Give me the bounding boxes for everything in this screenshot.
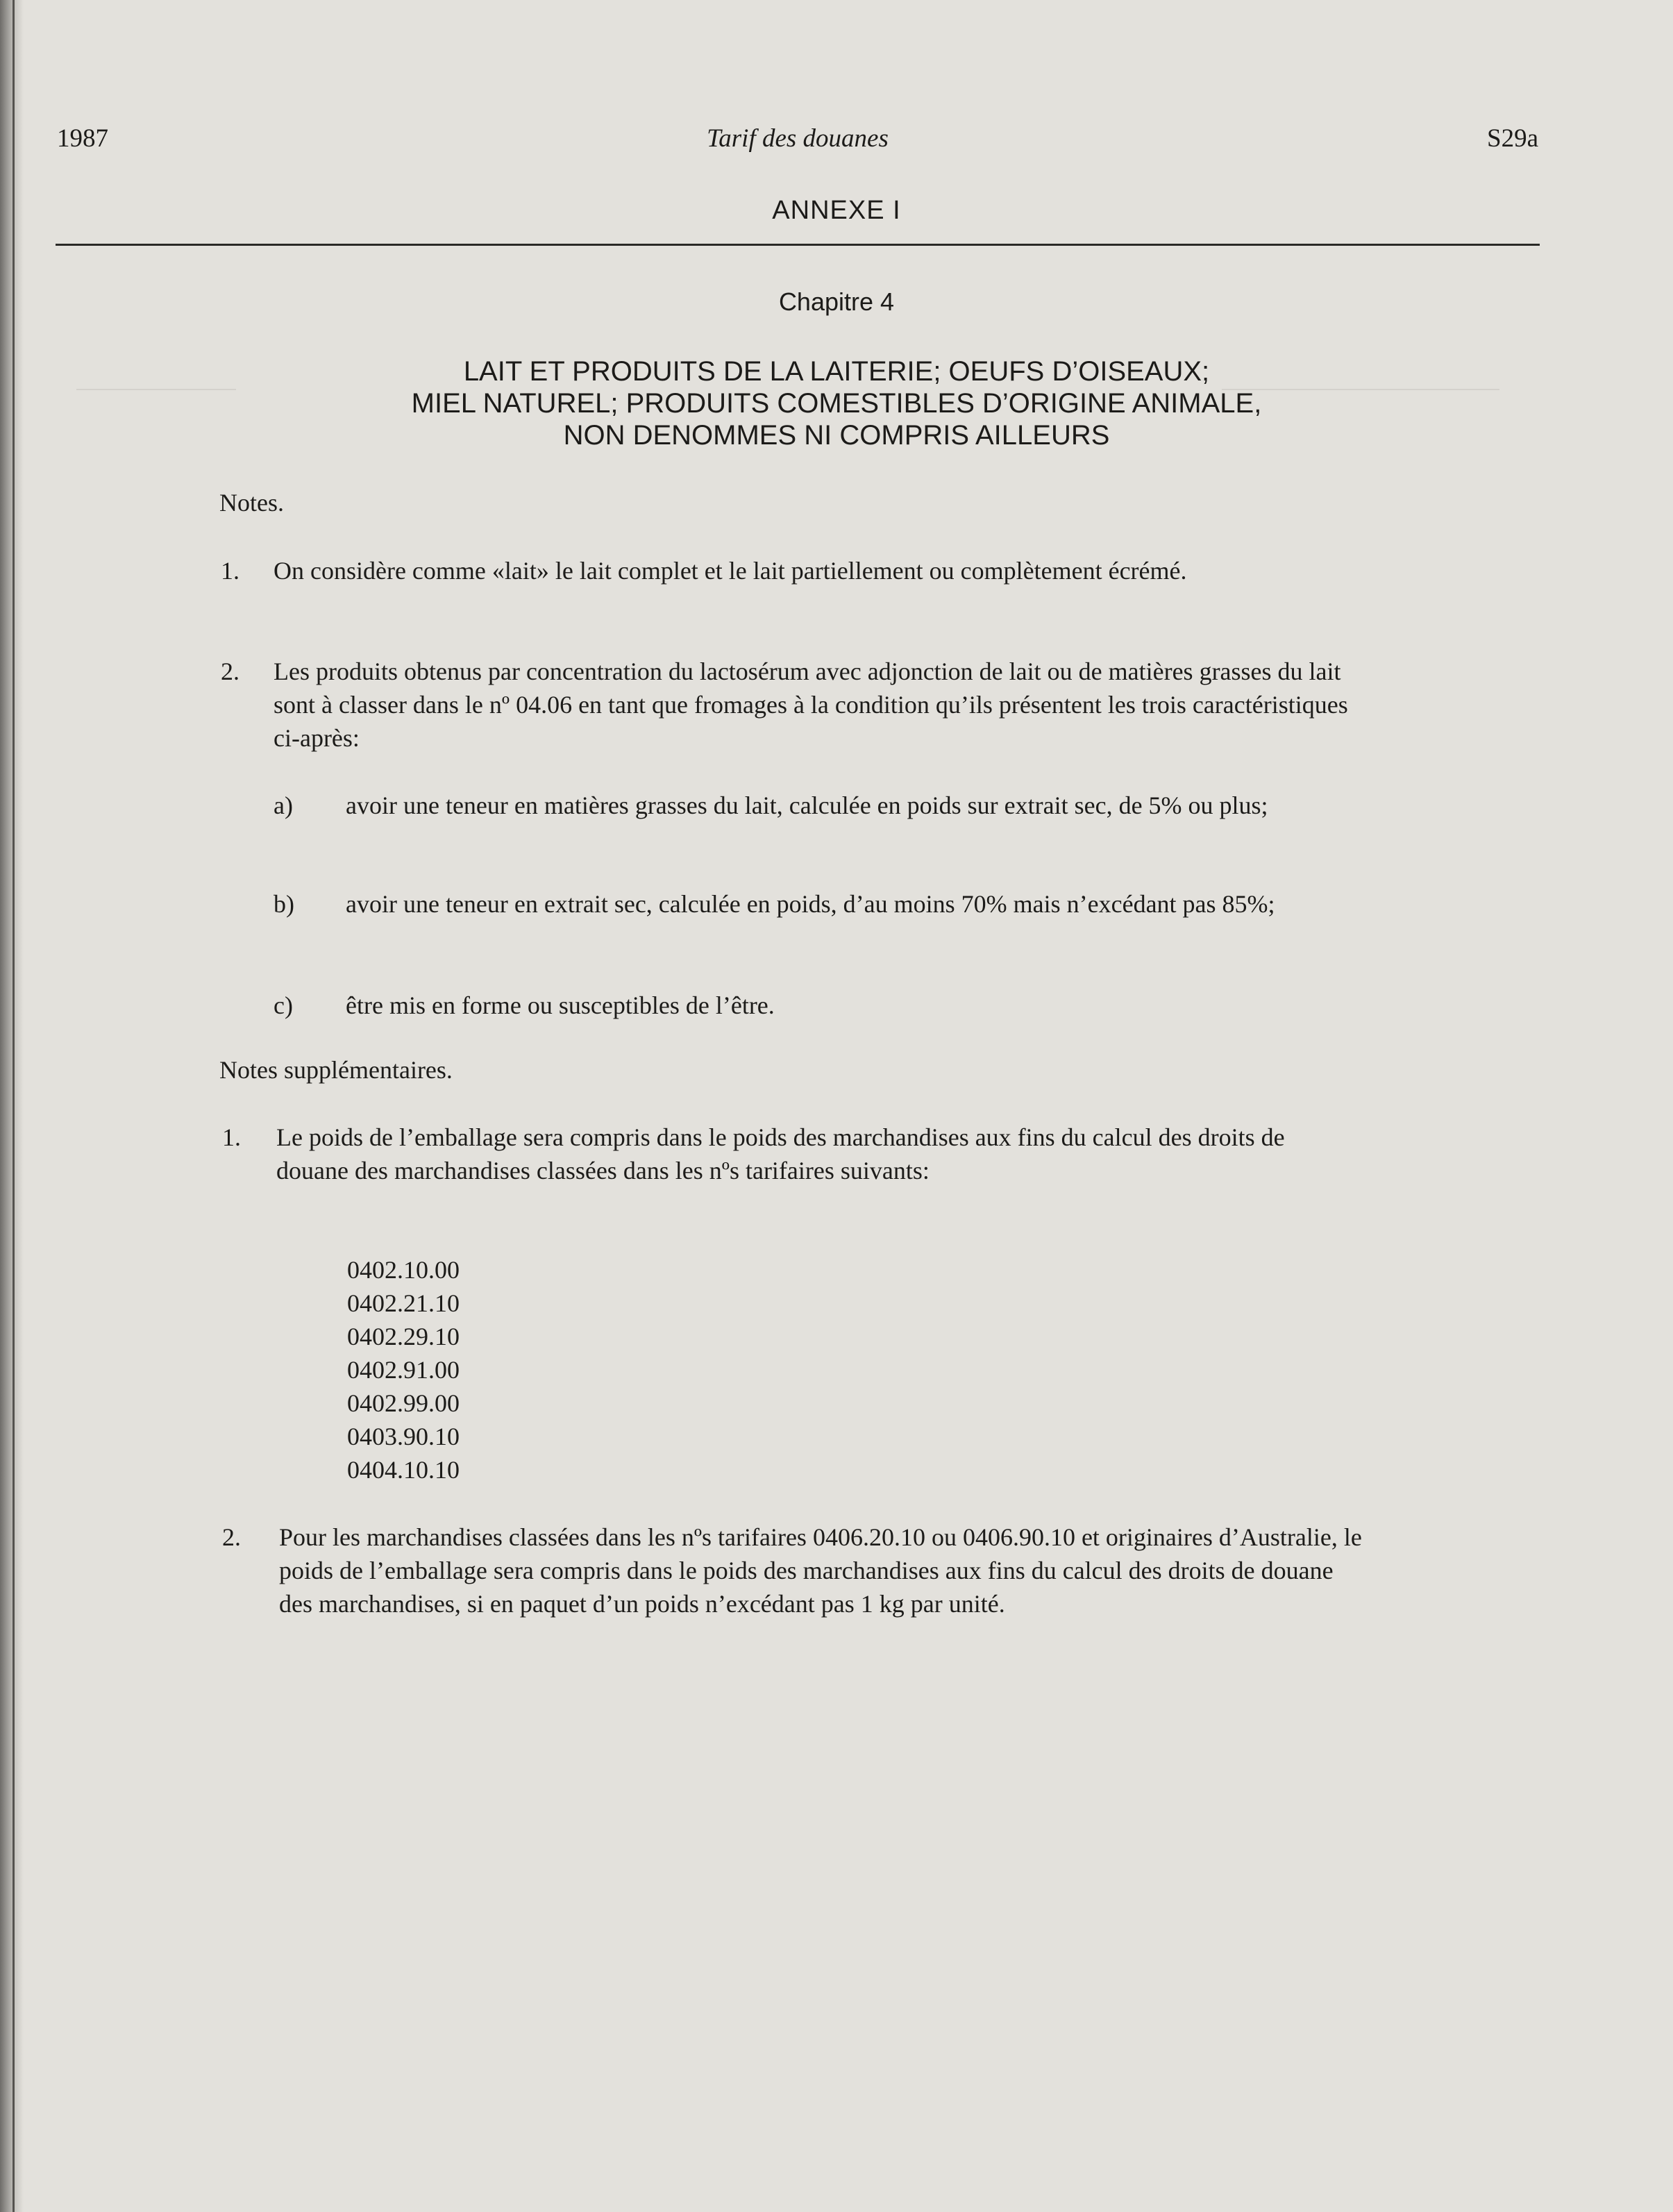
supplementary-note-number: 2. xyxy=(222,1523,241,1551)
subitem-a-text: avoir une teneur en matières grasses du lait, calculée en poids sur extrait sec, de 5% ou plus; xyxy=(346,791,1268,819)
supplementary-note-1-text: Le poids de l’emballage sera compris dans le poids des marchandises aux fins du calcul des droits de douane des marchandises classées dans les nºs tarifaires suivants: xyxy=(276,1123,1285,1184)
supplementary-note-2-text: Pour les marchandises classées dans les nºs tarifaires 0406.20.10 ou 0406.90.10 et originaires d’Australie, le poids de l’emballage sera compris dans le poids des marchandises aux fins du calcul des droits de douane des marchandises, si en paquet d’un poids n’excédant pas 1 kg par unité. xyxy=(279,1523,1362,1618)
note-number: 1. xyxy=(221,557,239,585)
subitem-b-text: avoir une teneur en extrait sec, calculée en poids, d’au moins 70% mais n’excédant pas 85%; xyxy=(346,890,1275,918)
tariff-code: 0402.29.10 xyxy=(347,1323,460,1350)
chapter-title-line: LAIT ET PRODUITS DE LA LAITERIE; OEUFS D’OISEAUX; xyxy=(463,356,1210,387)
running-head xyxy=(57,124,1538,165)
bleed-through-mark xyxy=(76,264,236,390)
tariff-code: 0402.21.10 xyxy=(347,1289,460,1317)
tariff-code: 0402.10.00 xyxy=(347,1256,460,1284)
supplementary-notes-heading: Notes supplémentaires. xyxy=(219,1056,453,1084)
subitem-letter: c) xyxy=(274,991,293,1019)
running-head-year: 1987 xyxy=(57,124,108,153)
tariff-code: 0402.99.00 xyxy=(347,1389,460,1417)
chapter-label: Chapitre 4 xyxy=(778,287,895,316)
tariff-code: 0404.10.10 xyxy=(347,1456,460,1484)
tariff-code: 0403.90.10 xyxy=(347,1423,460,1450)
tariff-code: 0402.91.00 xyxy=(347,1356,460,1384)
chapter-title-line: NON DENOMMES NI COMPRIS AILLEURS xyxy=(563,420,1110,451)
subitem-letter: b) xyxy=(274,890,294,918)
note-1-text: On considère comme «lait» le lait complet et le lait partiellement ou complètement écrémé. xyxy=(274,557,1187,585)
chapter-title-line: MIEL NATUREL; PRODUITS COMESTIBLES D’ORIGINE ANIMALE, xyxy=(411,388,1262,419)
running-head-title: Tarif des douanes xyxy=(707,124,889,153)
note-number: 2. xyxy=(221,657,239,685)
supplementary-note-number: 1. xyxy=(222,1123,241,1151)
note-2-text: Les produits obtenus par concentration du lactosérum avec adjonction de lait ou de matières grasses du lait sont à classer dans le nº 04.06 en tant que fromages à la condition qu’ils présentent les trois caractéristiques ci-après: xyxy=(274,657,1348,752)
bleed-through-mark xyxy=(1222,264,1499,390)
subitem-c-text: être mis en forme ou susceptibles de l’être. xyxy=(346,991,775,1019)
notes-heading: Notes. xyxy=(219,489,284,517)
header-rule xyxy=(56,244,1540,246)
page-number: S29a xyxy=(1487,124,1538,153)
tariff-code-list xyxy=(347,1253,460,1486)
annex-heading: ANNEXE I xyxy=(772,196,901,225)
subitem-letter: a) xyxy=(274,791,293,819)
